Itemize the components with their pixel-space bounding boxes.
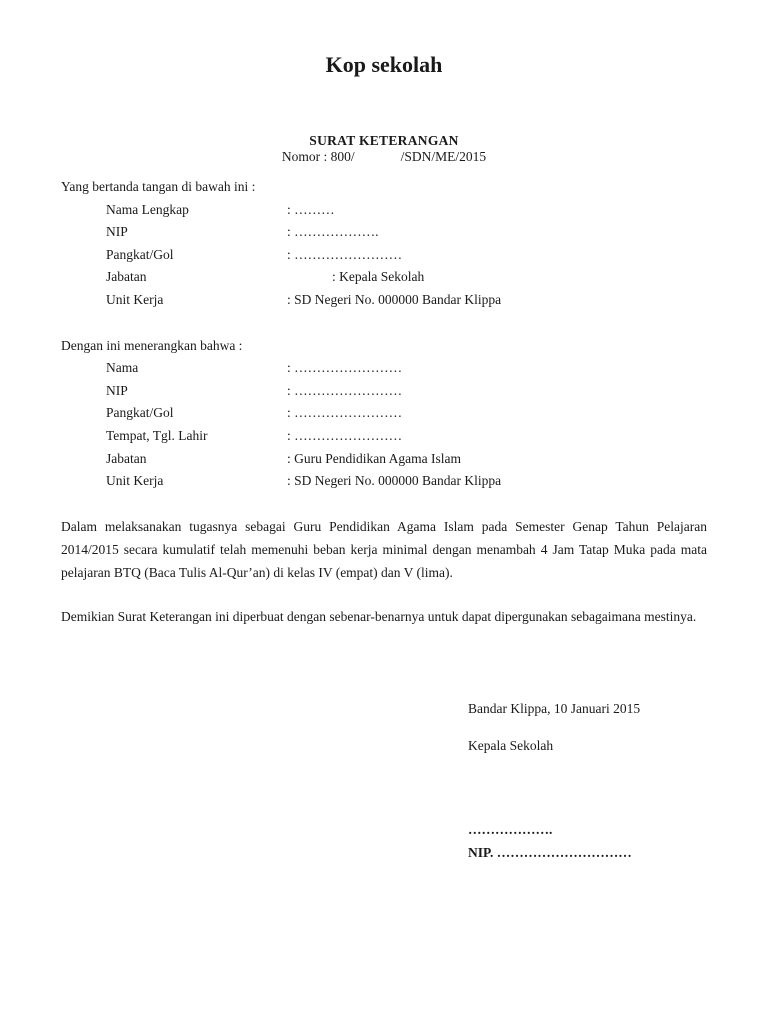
signer-row-name	[106, 202, 335, 218]
subject-row-name	[106, 360, 402, 376]
field-label: Pangkat/Gol	[106, 405, 174, 420]
subject-row-position	[106, 451, 461, 467]
signer-row-unit	[106, 292, 501, 308]
document-number-prefix: Nomor : 800/	[281, 149, 355, 164]
field-label: Unit Kerja	[106, 473, 164, 488]
field-label: Pangkat/Gol	[106, 247, 174, 262]
field-label: Jabatan	[106, 269, 147, 284]
field-value: : ……………………	[287, 360, 403, 375]
field-value: : ……………….	[287, 224, 379, 239]
field-label: Nama	[106, 360, 139, 375]
field-value: : Guru Pendidikan Agama Islam	[287, 451, 461, 466]
subject-row-birth	[106, 428, 402, 444]
field-value: : Kepala Sekolah	[332, 269, 425, 284]
field-value: : ………	[287, 202, 335, 217]
field-value: : ……………………	[287, 383, 403, 398]
signature-position: Kepala Sekolah	[468, 738, 554, 753]
field-label: Jabatan	[106, 451, 147, 466]
field-label: Unit Kerja	[106, 292, 164, 307]
subject-intro: Dengan ini menerangkan bahwa :	[61, 338, 243, 353]
field-value: : ……………………	[287, 247, 403, 262]
signer-row-rank	[106, 247, 402, 263]
signature-nip-line: NIP. …………………………	[468, 845, 632, 860]
document-number	[0, 149, 768, 165]
subject-row-rank	[106, 405, 402, 421]
document-number-suffix: /SDN/ME/2015	[400, 149, 487, 164]
field-value: : SD Negeri No. 000000 Bandar Klippa	[287, 292, 502, 307]
document-title: SURAT KETERANGAN	[309, 133, 459, 148]
signer-row-position	[106, 269, 424, 285]
field-label: Tempat, Tgl. Lahir	[106, 428, 208, 443]
closing-paragraph: Demikian Surat Keterangan ini diperbuat dengan sebenar-benarnya untuk dapat dipergunakan sebagaimana mestinya.	[61, 609, 697, 624]
body-paragraph: Dalam melaksanakan tugasnya sebagai Guru Pendidikan Agama Islam pada Semester Genap Tahun Pelajaran 2014/2015 secara kumulatif telah memenuhi beban kerja minimal dengan menambah 4 Jam Tatap Muka pada mata pelajaran BTQ (Baca Tulis Al-Qur’an) di kelas IV (empat) dan V (lima).	[61, 519, 707, 580]
signer-intro: Yang bertanda tangan di bawah ini :	[61, 179, 256, 194]
letterhead: Kop sekolah	[325, 52, 443, 77]
field-label: NIP	[106, 383, 128, 398]
field-label: NIP	[106, 224, 128, 239]
subject-row-unit	[106, 473, 501, 489]
field-value: : ……………………	[287, 428, 403, 443]
subject-row-nip	[106, 383, 402, 399]
field-value: : ……………………	[287, 405, 403, 420]
signature-place-date: Bandar Klippa, 10 Januari 2015	[468, 701, 641, 716]
signer-row-nip	[106, 224, 379, 240]
field-value: : SD Negeri No. 000000 Bandar Klippa	[287, 473, 502, 488]
signature-name-line: ……………….	[468, 822, 553, 837]
field-label: Nama Lengkap	[106, 202, 189, 217]
